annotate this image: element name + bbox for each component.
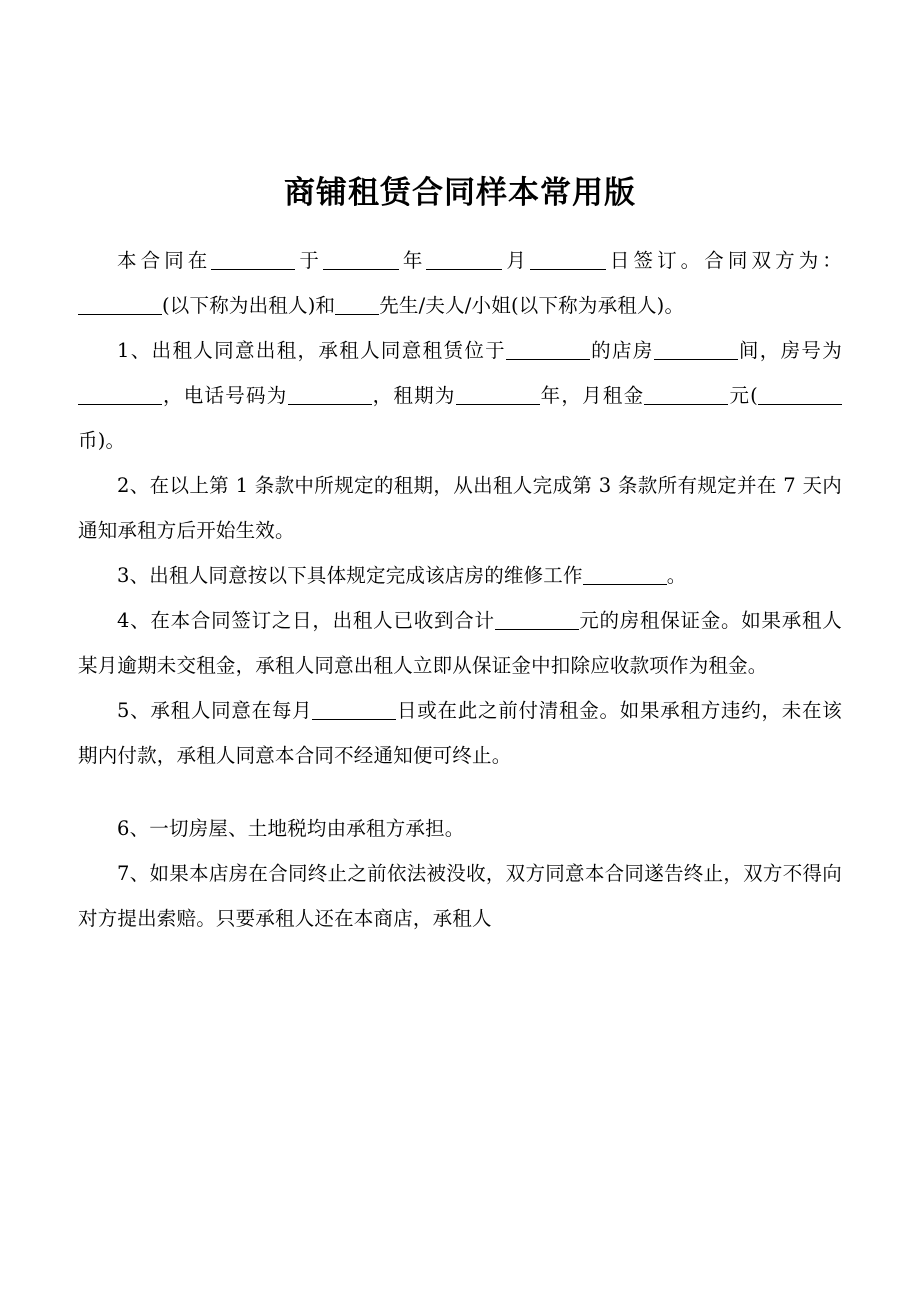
paragraph-clause-5 — [78, 688, 842, 778]
paragraph-text: 年，月租金 — [539, 384, 645, 408]
fill-in-blank[interactable] — [211, 250, 295, 271]
paragraph-text: 5、承租人同意在每月 — [117, 699, 313, 723]
paragraph-clause-6 — [78, 806, 842, 851]
paragraph-text: 2、在以上第 1 条款中所规定的租期，从出租人完成第 3 条款所有规定并在 7 天内通知承租方后开始生效。 — [78, 474, 842, 543]
paragraph-clause-2 — [78, 463, 842, 553]
fill-in-blank[interactable] — [426, 250, 502, 271]
fill-in-blank[interactable] — [288, 385, 372, 406]
fill-in-blank[interactable] — [335, 295, 379, 316]
paragraph-text: 间，房号为 — [737, 339, 842, 363]
page-title: 商铺租赁合同样本常用版 — [284, 175, 636, 211]
paragraph-clause-4 — [78, 598, 842, 688]
fill-in-blank[interactable] — [506, 340, 590, 361]
paragraph-text: ，电话号码为 — [162, 384, 288, 408]
fill-in-blank[interactable] — [312, 700, 396, 721]
document-body — [78, 238, 842, 941]
paragraph-text: 6、一切房屋、土地税均由承租方承担。 — [117, 817, 465, 841]
paragraph-text: 元( — [728, 384, 758, 408]
fill-in-blank[interactable] — [644, 385, 728, 406]
paragraph-text: 日签订。合同双方为： — [605, 249, 843, 273]
paragraph-text: 1、出租人同意出租，承租人同意租赁位于 — [117, 339, 507, 363]
paragraph-text: 于 — [295, 249, 323, 273]
fill-in-blank[interactable] — [78, 385, 162, 406]
paragraph-text: 的店房 — [590, 339, 654, 363]
paragraph-text: 先生/夫人/小姐(以下称为承租人)。 — [379, 294, 685, 318]
paragraph-text: (以下称为出租人)和 — [162, 294, 336, 318]
paragraph-text: 4、在本合同签订之日，出租人已收到合计 — [117, 609, 495, 633]
paragraph-intro-1 — [78, 238, 842, 328]
paragraph-text: 日或在此之前付清租金。如果承租方违约，未在该期内付款，承租人同意本合同不经通知便可终止。 — [78, 699, 842, 768]
fill-in-blank[interactable] — [495, 610, 579, 631]
paragraph-text: 元的房租保证金。如果承租人某月逾期未交租金，承租人同意出租人立即从保证金中扣除应收款项作为租金。 — [78, 609, 842, 678]
fill-in-blank[interactable] — [323, 250, 399, 271]
paragraph-text: 本合同在 — [117, 249, 212, 273]
fill-in-blank[interactable] — [758, 385, 842, 406]
paragraph-text: ，租期为 — [371, 384, 456, 408]
paragraph-text: 。 — [666, 564, 687, 588]
paragraph-clause-7 — [78, 851, 842, 941]
paragraph-clause-3 — [78, 553, 842, 598]
paragraph-text: 月 — [502, 249, 530, 273]
fill-in-blank[interactable] — [583, 565, 667, 586]
paragraph-clause-1 — [78, 328, 842, 463]
paragraph-text: 3、出租人同意按以下具体规定完成该店房的维修工作 — [117, 564, 583, 588]
fill-in-blank[interactable] — [456, 385, 540, 406]
fill-in-blank[interactable] — [78, 295, 162, 316]
fill-in-blank[interactable] — [654, 340, 738, 361]
fill-in-blank[interactable] — [530, 250, 606, 271]
paragraph-text: 币)。 — [78, 429, 126, 453]
paragraph-text: 年 — [398, 249, 427, 273]
paragraph-text: 7、如果本店房在合同终止之前依法被没收，双方同意本合同遂告终止，双方不得向对方提出索赔。只要承租人还在本商店，承租人 — [78, 862, 842, 931]
